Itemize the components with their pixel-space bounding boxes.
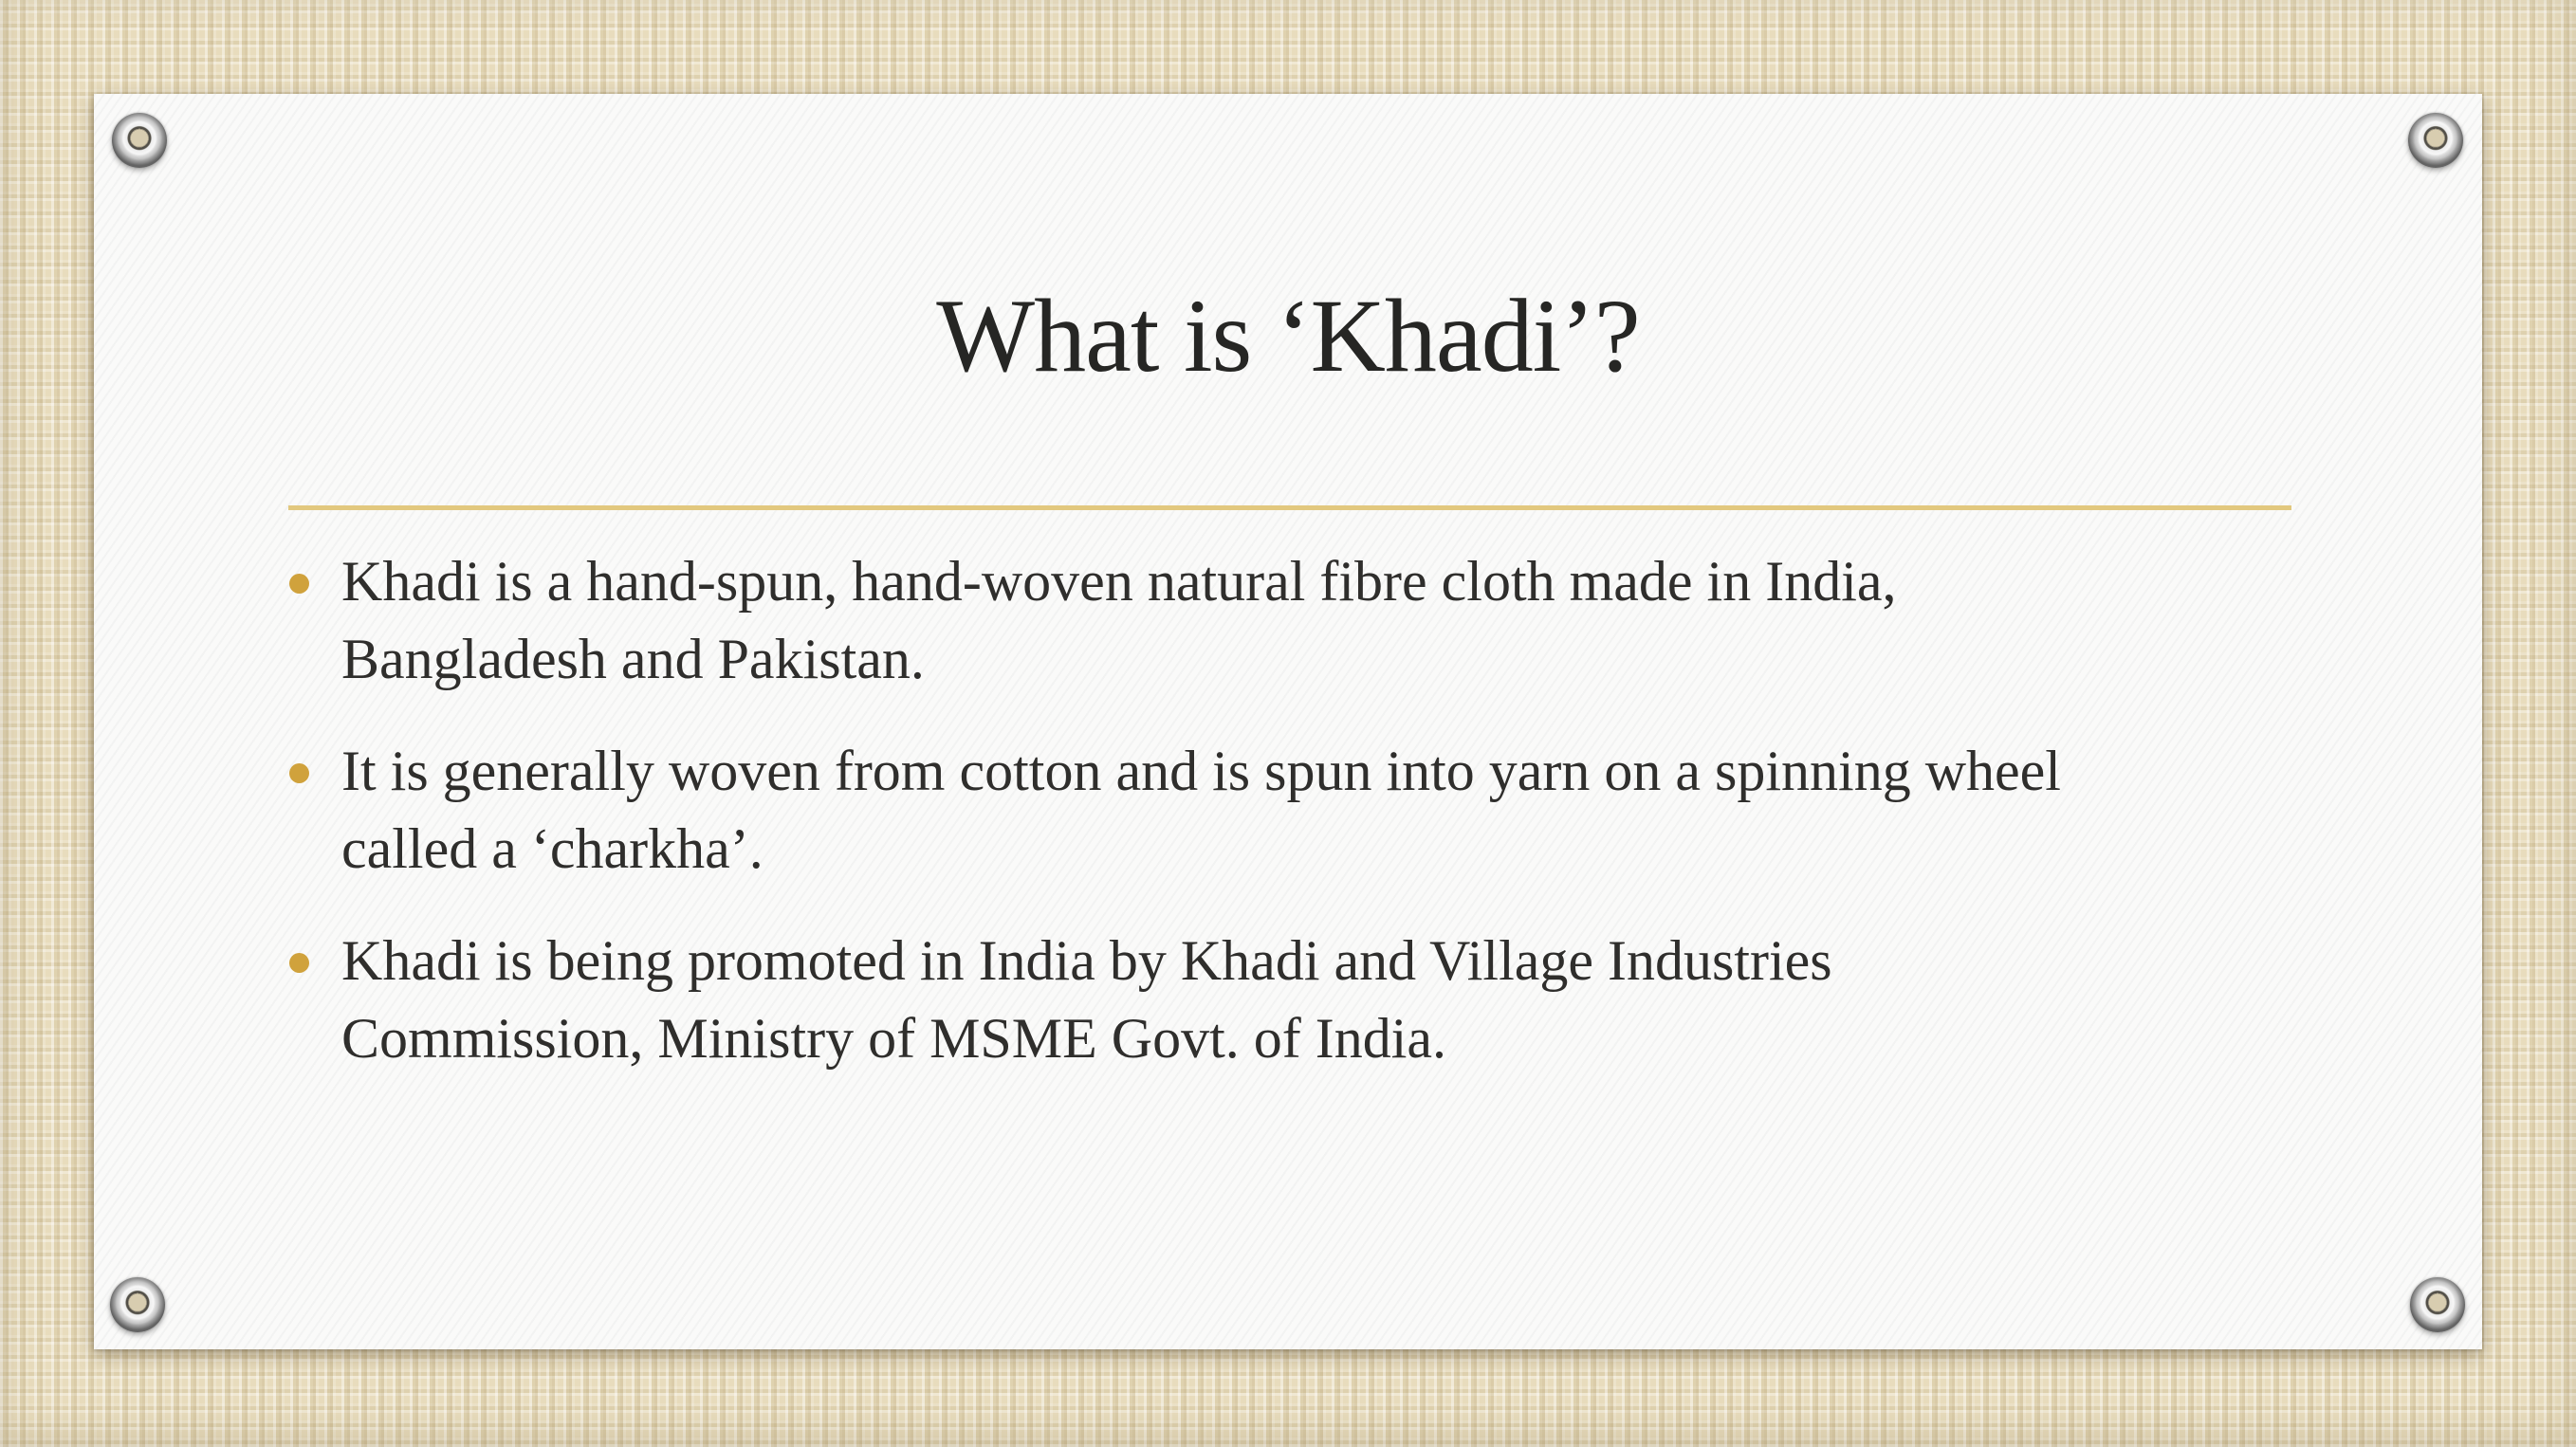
bullet-text-line: called a ‘charkha’. <box>341 817 764 880</box>
bullet-item <box>288 542 2290 698</box>
slide-card <box>94 94 2482 1349</box>
slide-title: What is ‘Khadi’? <box>936 278 1640 394</box>
bullet-list <box>288 542 2290 1111</box>
bullet-text-line: Bangladesh and Pakistan. <box>341 628 925 690</box>
bullet-item <box>288 732 2290 888</box>
bullet-text-line: Khadi is a hand-spun, hand-woven natural fibre cloth made in India, <box>341 550 1897 613</box>
grommet-top-left-icon <box>112 113 167 168</box>
bullet-dot-icon <box>289 763 309 783</box>
grommet-bottom-left-icon <box>110 1277 165 1332</box>
bullet-text-line: It is generally woven from cotton and is spun into yarn on a spinning wheel <box>341 740 2061 802</box>
bullet-text-line: Khadi is being promoted in India by Khadi and Village Industries <box>341 929 1832 992</box>
bullet-item <box>288 922 2290 1077</box>
bullet-dot-icon <box>289 953 309 973</box>
bullet-text-line: Commission, Ministry of MSME Govt. of India. <box>341 1007 1447 1070</box>
grommet-top-right-icon <box>2408 113 2463 168</box>
grommet-bottom-right-icon <box>2410 1277 2465 1332</box>
title-divider-line <box>288 505 2291 510</box>
bullet-dot-icon <box>289 574 309 594</box>
